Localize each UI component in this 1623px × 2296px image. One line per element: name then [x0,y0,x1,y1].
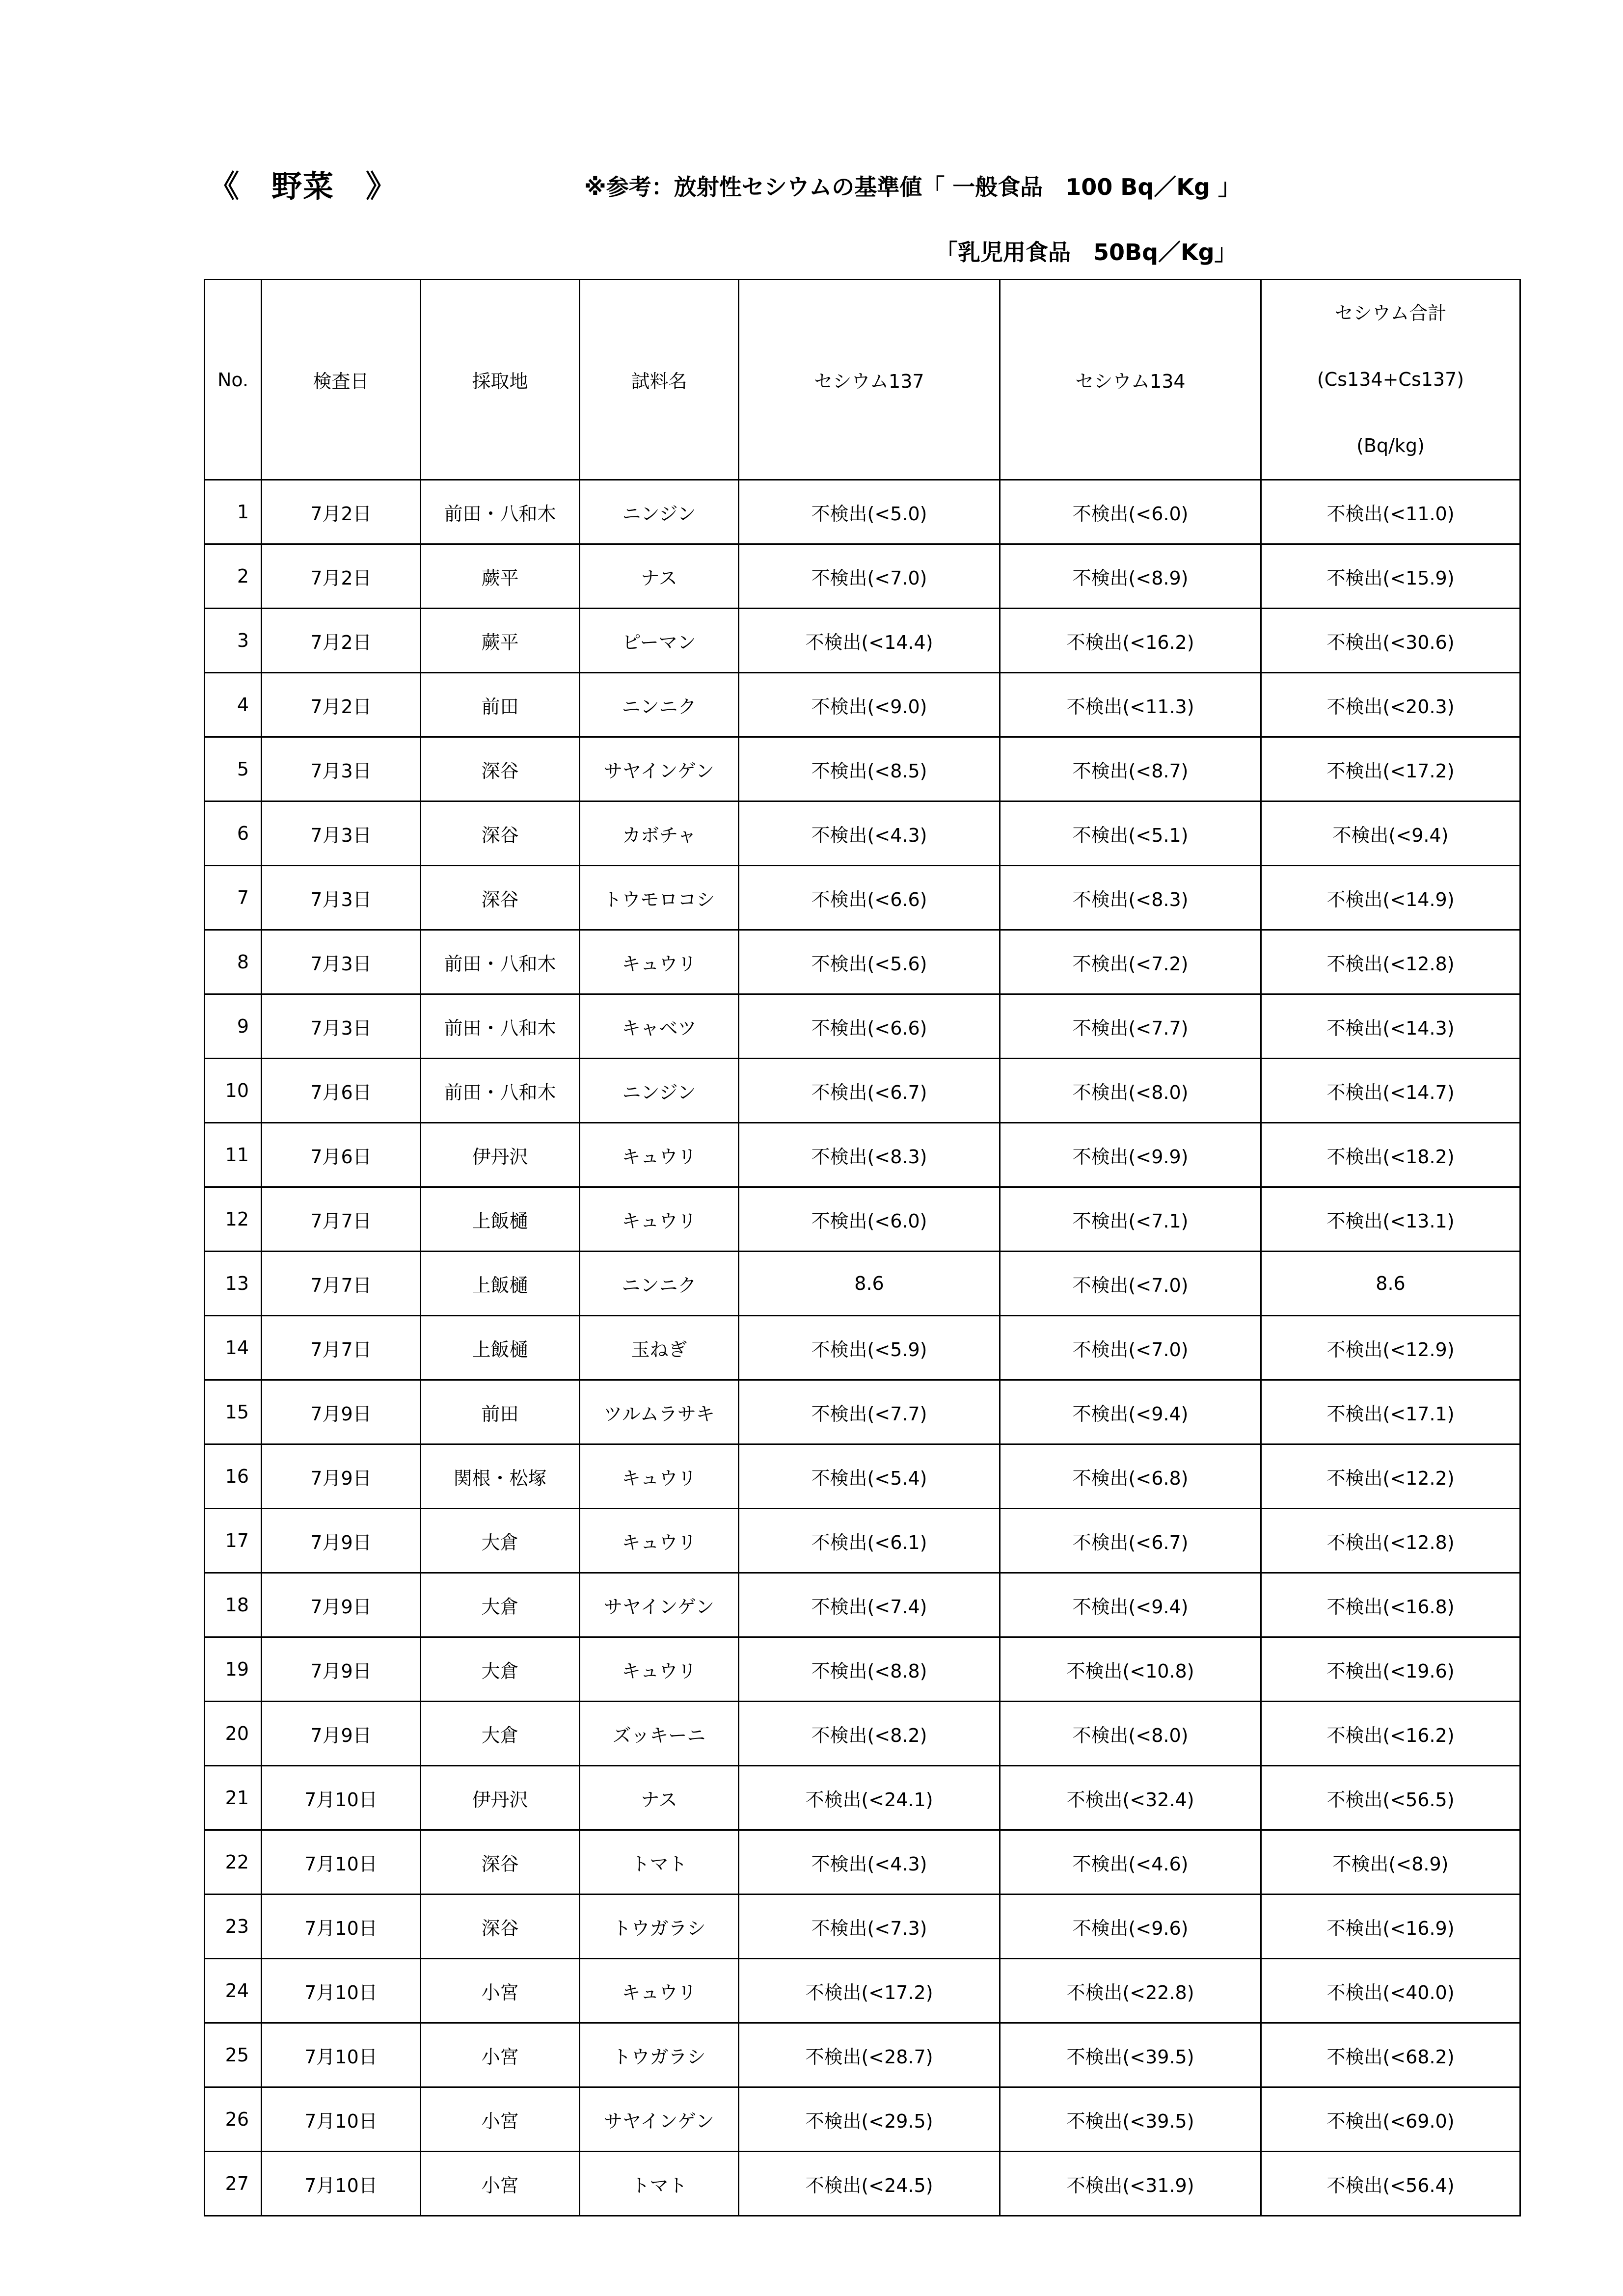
cell-no: 25 [205,2023,262,2087]
cell-date: 7月2日 [262,609,421,673]
table-body [205,480,1520,2216]
cell-total: 不検出(<16.9) [1261,1895,1520,1959]
cell-sample: トウモロコシ [580,866,739,930]
cell-sample: キュウリ [580,1637,739,1702]
table-row [205,2023,1520,2087]
cell-sample: キュウリ [580,1959,739,2023]
cell-total: 不検出(<17.1) [1261,1380,1520,1444]
cell-cs134: 不検出(<8.0) [1000,1702,1261,1766]
cell-cs137: 不検出(<5.4) [739,1444,1000,1509]
cell-location: 小宮 [421,2023,580,2087]
cell-cs134: 不検出(<8.0) [1000,1059,1261,1123]
cell-cs137: 不検出(<4.3) [739,801,1000,866]
cell-sample: キュウリ [580,1444,739,1509]
column-header-location: 採取地 [421,280,580,480]
cell-total: 8.6 [1261,1252,1520,1316]
cell-cs134: 不検出(<16.2) [1000,609,1261,673]
cell-location: 上飯樋 [421,1187,580,1252]
cell-sample: キュウリ [580,1123,739,1187]
cell-total: 不検出(<11.0) [1261,480,1520,544]
cell-cs137: 不検出(<6.6) [739,994,1000,1059]
cell-total: 不検出(<69.0) [1261,2087,1520,2152]
cell-sample: トマト [580,1830,739,1895]
cell-sample: 玉ねぎ [580,1316,739,1380]
reference-note-general-food: ※参考：放射性セシウムの基準値「 一般食品 100 Bq／Kg 」 [584,174,1241,200]
cell-location: 大倉 [421,1702,580,1766]
table-row [205,930,1520,994]
table-row [205,480,1520,544]
cell-cs134: 不検出(<39.5) [1000,2023,1261,2087]
cell-no: 3 [205,609,262,673]
cell-no: 10 [205,1059,262,1123]
cell-no: 22 [205,1830,262,1895]
cell-location: 前田 [421,673,580,737]
cell-total: 不検出(<12.9) [1261,1316,1520,1380]
cell-date: 7月6日 [262,1123,421,1187]
cell-total: 不検出(<16.2) [1261,1702,1520,1766]
cell-cs137: 不検出(<6.0) [739,1187,1000,1252]
cell-sample: ピーマン [580,609,739,673]
cell-sample: キュウリ [580,1187,739,1252]
cell-cs134: 不検出(<11.3) [1000,673,1261,737]
table-row [205,1059,1520,1123]
cell-cs134: 不検出(<6.0) [1000,480,1261,544]
cell-sample: キュウリ [580,930,739,994]
cell-location: 前田 [421,1380,580,1444]
cell-location: 深谷 [421,1895,580,1959]
cell-cs137: 不検出(<7.7) [739,1380,1000,1444]
cell-cs134: 不検出(<8.7) [1000,737,1261,801]
table-row [205,1573,1520,1637]
cell-date: 7月7日 [262,1187,421,1252]
cell-sample: キュウリ [580,1509,739,1573]
cell-cs137: 8.6 [739,1252,1000,1316]
table-row [205,1316,1520,1380]
cell-location: 小宮 [421,2087,580,2152]
cell-cs137: 不検出(<6.6) [739,866,1000,930]
table-row [205,1252,1520,1316]
cell-total: 不検出(<14.3) [1261,994,1520,1059]
cell-date: 7月2日 [262,544,421,609]
cell-cs134: 不検出(<4.6) [1000,1830,1261,1895]
cell-location: 前田・八和木 [421,930,580,994]
cell-location: 深谷 [421,1830,580,1895]
cell-no: 24 [205,1959,262,2023]
table-row [205,1444,1520,1509]
column-header-cs134: セシウム134 [1000,280,1261,480]
table-row [205,801,1520,866]
cell-date: 7月7日 [262,1316,421,1380]
cell-cs137: 不検出(<7.3) [739,1895,1000,1959]
cell-cs137: 不検出(<8.5) [739,737,1000,801]
cell-no: 18 [205,1573,262,1637]
cell-location: 小宮 [421,2152,580,2216]
cell-cs134: 不検出(<10.8) [1000,1637,1261,1702]
cell-cs137: 不検出(<24.5) [739,2152,1000,2216]
cell-cs137: 不検出(<7.4) [739,1573,1000,1637]
cell-date: 7月9日 [262,1637,421,1702]
cell-cs134: 不検出(<9.4) [1000,1573,1261,1637]
cell-total: 不検出(<9.4) [1261,801,1520,866]
column-header-date: 検査日 [262,280,421,480]
cell-cs134: 不検出(<7.2) [1000,930,1261,994]
cell-location: 蕨平 [421,609,580,673]
page-title: 《 野菜 》 [209,168,398,204]
cell-sample: ナス [580,1766,739,1830]
table-row [205,1380,1520,1444]
cell-sample: ズッキーニ [580,1702,739,1766]
cell-no: 5 [205,737,262,801]
cell-cs137: 不検出(<6.7) [739,1059,1000,1123]
cell-sample: トマト [580,2152,739,2216]
cell-no: 12 [205,1187,262,1252]
cell-total: 不検出(<56.5) [1261,1766,1520,1830]
cell-total: 不検出(<8.9) [1261,1830,1520,1895]
cell-date: 7月9日 [262,1380,421,1444]
table-row [205,866,1520,930]
cell-no: 9 [205,994,262,1059]
table-row [205,2087,1520,2152]
cell-total: 不検出(<19.6) [1261,1637,1520,1702]
cell-location: 小宮 [421,1959,580,2023]
cell-sample: キャベツ [580,994,739,1059]
table-row [205,1637,1520,1702]
cell-location: 大倉 [421,1509,580,1573]
cell-sample: サヤインゲン [580,737,739,801]
cell-location: 蕨平 [421,544,580,609]
cell-no: 23 [205,1895,262,1959]
table-row [205,544,1520,609]
cell-cs137: 不検出(<9.0) [739,673,1000,737]
cell-date: 7月3日 [262,737,421,801]
cell-total: 不検出(<30.6) [1261,609,1520,673]
cell-cs134: 不検出(<8.9) [1000,544,1261,609]
cell-cs134: 不検出(<7.0) [1000,1252,1261,1316]
cell-no: 16 [205,1444,262,1509]
cell-no: 8 [205,930,262,994]
cell-total: 不検出(<17.2) [1261,737,1520,801]
cell-date: 7月9日 [262,1509,421,1573]
table-row [205,1187,1520,1252]
cell-total: 不検出(<12.8) [1261,1509,1520,1573]
cell-location: 深谷 [421,866,580,930]
column-header-total [1261,280,1520,480]
cell-cs134: 不検出(<6.7) [1000,1509,1261,1573]
cell-date: 7月9日 [262,1444,421,1509]
cell-no: 6 [205,801,262,866]
cell-sample: ニンニク [580,673,739,737]
cell-location: 前田・八和木 [421,994,580,1059]
cell-total: 不検出(<14.7) [1261,1059,1520,1123]
cell-cs137: 不検出(<8.8) [739,1637,1000,1702]
cell-cs137: 不検出(<7.0) [739,544,1000,609]
cell-cs134: 不検出(<31.9) [1000,2152,1261,2216]
table-row [205,1895,1520,1959]
column-header-total-formula: (Cs134+Cs137) [1317,369,1464,390]
cell-location: 前田・八和木 [421,480,580,544]
cell-no: 14 [205,1316,262,1380]
cell-sample: ニンニク [580,1252,739,1316]
cell-location: 大倉 [421,1637,580,1702]
cell-date: 7月2日 [262,480,421,544]
table-header-row [205,280,1520,480]
table-row [205,1123,1520,1187]
column-header-total-label: セシウム合計 [1334,302,1447,324]
cell-cs137: 不検出(<8.3) [739,1123,1000,1187]
results-table [204,279,1521,2216]
cell-total: 不検出(<13.1) [1261,1187,1520,1252]
cell-cs134: 不検出(<8.3) [1000,866,1261,930]
cell-date: 7月10日 [262,2023,421,2087]
cell-total: 不検出(<15.9) [1261,544,1520,609]
cell-cs134: 不検出(<7.1) [1000,1187,1261,1252]
cell-location: 深谷 [421,801,580,866]
cell-date: 7月10日 [262,1766,421,1830]
cell-location: 伊丹沢 [421,1123,580,1187]
table-row [205,1509,1520,1573]
table-row [205,1959,1520,2023]
cell-cs137: 不検出(<5.0) [739,480,1000,544]
column-header-total-unit: (Bq/kg) [1356,435,1425,456]
cell-cs134: 不検出(<39.5) [1000,2087,1261,2152]
table-row [205,1702,1520,1766]
column-header-no: No. [205,280,262,480]
cell-date: 7月2日 [262,673,421,737]
cell-location: 関根・松塚 [421,1444,580,1509]
cell-location: 大倉 [421,1573,580,1637]
table-row [205,609,1520,673]
cell-total: 不検出(<40.0) [1261,1959,1520,2023]
cell-cs134: 不検出(<5.1) [1000,801,1261,866]
cell-location: 上飯樋 [421,1252,580,1316]
cell-sample: サヤインゲン [580,2087,739,2152]
cell-cs137: 不検出(<5.6) [739,930,1000,994]
cell-no: 13 [205,1252,262,1316]
cell-no: 27 [205,2152,262,2216]
cell-sample: カボチャ [580,801,739,866]
cell-date: 7月10日 [262,1830,421,1895]
cell-date: 7月6日 [262,1059,421,1123]
cell-sample: サヤインゲン [580,1573,739,1637]
column-header-cs137: セシウム137 [739,280,1000,480]
table-row [205,994,1520,1059]
cell-no: 15 [205,1380,262,1444]
table-row [205,2152,1520,2216]
cell-date: 7月7日 [262,1252,421,1316]
cell-date: 7月3日 [262,866,421,930]
cell-date: 7月3日 [262,994,421,1059]
table-row [205,1766,1520,1830]
cell-no: 21 [205,1766,262,1830]
cell-cs137: 不検出(<8.2) [739,1702,1000,1766]
column-header-sample: 試料名 [580,280,739,480]
cell-no: 19 [205,1637,262,1702]
cell-cs137: 不検出(<28.7) [739,2023,1000,2087]
cell-date: 7月10日 [262,2087,421,2152]
cell-cs137: 不検出(<4.3) [739,1830,1000,1895]
cell-no: 7 [205,866,262,930]
cell-cs134: 不検出(<32.4) [1000,1766,1261,1830]
table-row [205,737,1520,801]
cell-no: 1 [205,480,262,544]
cell-total: 不検出(<68.2) [1261,2023,1520,2087]
cell-cs137: 不検出(<24.1) [739,1766,1000,1830]
cell-sample: ニンジン [580,480,739,544]
cell-cs137: 不検出(<29.5) [739,2087,1000,2152]
cell-date: 7月3日 [262,801,421,866]
cell-date: 7月10日 [262,2152,421,2216]
table-row [205,1830,1520,1895]
cell-total: 不検出(<18.2) [1261,1123,1520,1187]
cell-cs134: 不検出(<9.4) [1000,1380,1261,1444]
cell-cs137: 不検出(<14.4) [739,609,1000,673]
cell-total: 不検出(<20.3) [1261,673,1520,737]
cell-no: 4 [205,673,262,737]
cell-cs134: 不検出(<6.8) [1000,1444,1261,1509]
cell-total: 不検出(<56.4) [1261,2152,1520,2216]
cell-cs134: 不検出(<7.7) [1000,994,1261,1059]
cell-no: 11 [205,1123,262,1187]
cell-sample: トウガラシ [580,1895,739,1959]
cell-sample: ツルムラサキ [580,1380,739,1444]
cell-date: 7月9日 [262,1702,421,1766]
cell-total: 不検出(<16.8) [1261,1573,1520,1637]
cell-date: 7月10日 [262,1959,421,2023]
cell-cs134: 不検出(<9.9) [1000,1123,1261,1187]
cell-date: 7月10日 [262,1895,421,1959]
cell-date: 7月9日 [262,1573,421,1637]
cell-cs134: 不検出(<22.8) [1000,1959,1261,2023]
cell-date: 7月3日 [262,930,421,994]
cell-no: 20 [205,1702,262,1766]
cell-cs137: 不検出(<5.9) [739,1316,1000,1380]
cell-total: 不検出(<14.9) [1261,866,1520,930]
cell-sample: トウガラシ [580,2023,739,2087]
cell-cs134: 不検出(<9.6) [1000,1895,1261,1959]
cell-location: 上飯樋 [421,1316,580,1380]
cell-sample: ニンジン [580,1059,739,1123]
cell-no: 2 [205,544,262,609]
cell-cs134: 不検出(<7.0) [1000,1316,1261,1380]
cell-location: 伊丹沢 [421,1766,580,1830]
cell-total: 不検出(<12.8) [1261,930,1520,994]
cell-sample: ナス [580,544,739,609]
cell-no: 26 [205,2087,262,2152]
cell-location: 深谷 [421,737,580,801]
table-row [205,673,1520,737]
cell-cs137: 不検出(<17.2) [739,1959,1000,2023]
cell-no: 17 [205,1509,262,1573]
cell-location: 前田・八和木 [421,1059,580,1123]
reference-note-infant-food: 「乳児用食品 50Bq／Kg」 [935,239,1237,266]
cell-total: 不検出(<12.2) [1261,1444,1520,1509]
cell-cs137: 不検出(<6.1) [739,1509,1000,1573]
